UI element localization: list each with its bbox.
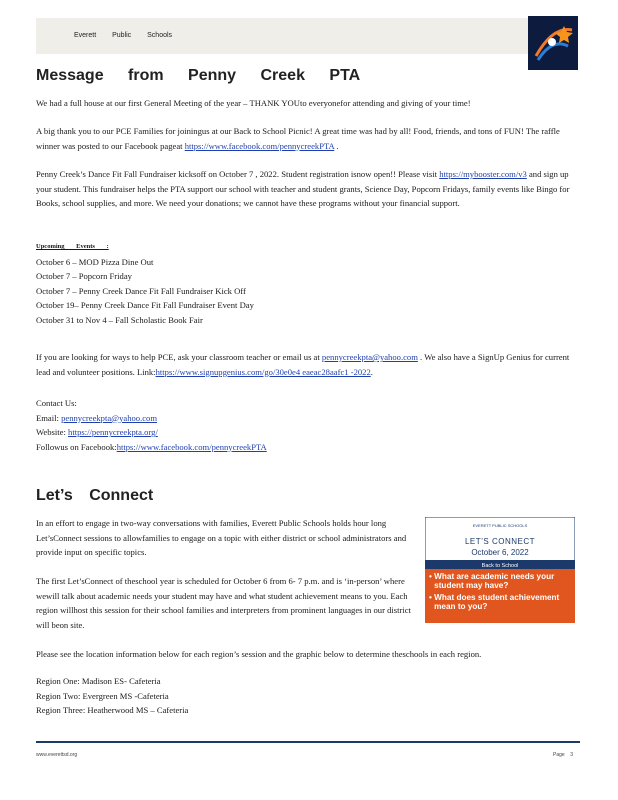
events-list <box>36 240 254 327</box>
connect-paragraph-2: The first Let’sConnect of theschool year is scheduled for October 6 from 6- 7 p.m. and is ‘in-person’ where wewill talk about academic needs your student may have and what student achievement means to you. Each region willhost this session for their school families and interpreters from prominent languages in our district will beon site. <box>36 576 411 630</box>
connect-title: Let’s Connect <box>36 487 154 504</box>
event-item: October 19– Penny Creek Dance Fit Fall Fundraiser Event Day <box>36 300 254 310</box>
mybooster-link[interactable]: https://mybooster.com/v3 <box>439 169 527 179</box>
connect-paragraph-1: In an effort to engage in two-way conversations with families, Everett Public Schools holds hour long Let’sConnect sessions to allowfamilies to engage on a topic with either district or school administrators and provide input on specific topics. <box>36 518 407 557</box>
school-logo <box>528 16 578 70</box>
region-item: Region One: Madison ES- Cafeteria <box>36 676 161 686</box>
brand-text: Everett Public Schools <box>74 32 173 39</box>
event-item: October 7 – Popcorn Friday <box>36 271 132 281</box>
connect-paragraph-3: Please see the location information below for each region’s session and the graphic below to determine theschools in each region. <box>36 649 482 659</box>
regions-list <box>36 674 188 718</box>
event-item: October 31 to Nov 4 – Fall Scholastic Book Fair <box>36 314 203 325</box>
contact-email-link[interactable]: pennycreekpta@yahoo.com <box>61 412 158 423</box>
pta-paragraph-3: Penny Creek’s Dance Fit Fall Fundraiser kicksoff on October 7 , 2022. Student registration isnow open!! Please visit https://mybooster.com/v3 and sign up your student. This fundraiser helps the PTA support our school with teacher and student grants, Science Day, Popcorn Fridays, family events like Bingo for Books, school supplies, and more. We need your donations; we cannot have these programs without your financial support. <box>36 169 570 208</box>
graphic-band: Back to School <box>481 563 519 569</box>
events-items <box>36 255 254 328</box>
graphic-date: October 6, 2022 <box>471 548 529 557</box>
footer-rule <box>36 741 580 743</box>
graphic-title: LET’S CONNECT <box>464 537 536 546</box>
footer-site: www.everettsd.org <box>36 752 78 758</box>
region-item: Region Three: Heatherwood MS – Cafeteria <box>36 705 189 715</box>
event-item: October 7 – Penny Creek Dance Fit Fall Fundraiser Kick Off <box>36 285 246 296</box>
event-item: October 6 – MOD Pizza Dine Out <box>36 256 154 267</box>
graphic-logo-text: EVERETT PUBLIC SCHOOLS <box>472 523 528 528</box>
region-item: Region Two: Evergreen MS -Cafeteria <box>36 690 169 701</box>
pta-email-link[interactable]: pennycreekpta@yahoo.com <box>321 352 418 362</box>
contact-facebook-link[interactable]: https://www.facebook.com/pennycreekPTA <box>116 441 267 452</box>
graphic-question-1: What are academic needs your student may have? <box>434 572 555 590</box>
graphic-question-2: What does student achievement mean to you? <box>434 593 560 611</box>
lets-connect-graphic: EVERETT PUBLIC SCHOOLS LET’S CONNECT October 6, 2022 Back to School • What are academic needs your student may have? • What does student achievement mean to you? <box>425 517 575 623</box>
events-heading: Upcoming Events : <box>36 243 109 250</box>
pta-paragraph-1: We had a full house at our first General Meeting of the year – THANK YOUto everyonefor attending and giving of your time! <box>36 98 471 108</box>
pta-title: Message from Penny Creek PTA <box>36 67 361 84</box>
signupgenius-link[interactable]: https://www.signupgenius.com/go/30e0e4 eaeac28aafc1 -2022 <box>155 366 371 377</box>
facebook-link[interactable]: https://www.facebook.com/pennycreekPTA <box>184 140 335 151</box>
contact-heading: Contact Us: <box>36 398 77 408</box>
contact-block: Contact Us: Email: pennycreekpta@yahoo.com Website: https://pennycreekpta.org/ Followus on Facebook:https://www.facebook.com/pennycreekPTA <box>36 398 267 452</box>
pta-paragraph-4: If you are looking for ways to help PCE, ask your classroom teacher or email us at pennycreekpta@yahoo.com . We also have a SignUp Genius for current lead and volunteer positions. Link:https://www.signupgenius.com/go/30e0e4 eaeac28aafc1 -2022. <box>36 352 570 377</box>
website-link[interactable]: https://pennycreekpta.org/ <box>68 427 158 437</box>
pta-paragraph-2: A big thank you to our PCE Families for joiningus at our Back to School Picnic! A great time was had by all! Food, friends, and tons of FUN! The raffle winner was posted to our Facebook pageat https://www.facebook.com/pennycreekPTA . <box>36 126 560 151</box>
footer-page: Page 3 <box>553 752 574 758</box>
header-bar <box>36 18 578 54</box>
